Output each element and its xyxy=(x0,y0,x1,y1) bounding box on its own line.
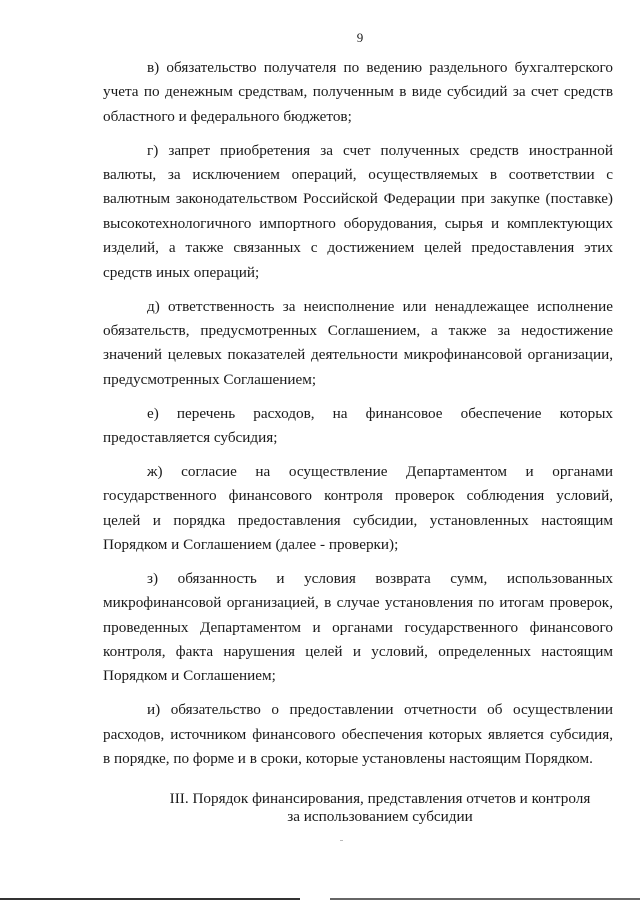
text-line: г) запрет приобретения за счет полученных средств иностранной xyxy=(147,141,613,159)
text-line: государственного финансового контроля проверок соблюдения условий, xyxy=(103,487,613,505)
list-item-paragraph xyxy=(103,402,613,451)
text-line: контроля, факта нарушения целей и условий, определенных настоящим xyxy=(103,643,613,661)
text-line: е) перечень расходов, на финансовое обеспечение которых xyxy=(147,404,613,422)
text-line: проведенных Департаментом и органами государственного финансового xyxy=(103,618,613,636)
list-item-paragraph xyxy=(103,139,613,285)
text-line: в порядке, по форме и в сроки, которые установлены настоящим Порядком. xyxy=(103,750,593,768)
text-line: д) ответственность за неисполнение или ненадлежащее исполнение xyxy=(147,297,613,315)
page-number: 9 xyxy=(356,30,364,45)
section-heading xyxy=(160,790,600,825)
text-line: Порядком и Соглашением; xyxy=(103,667,276,685)
text-line: предусмотренных Соглашением; xyxy=(103,370,317,388)
text-line: значений целевых показателей деятельности микрофинансовой организации, xyxy=(103,346,613,364)
text-line: расходов, источником финансового обеспечения которых является субсидия, xyxy=(103,725,613,743)
text-line: валюты, за исключением операций, осуществляемых в соответствии с xyxy=(103,166,613,184)
text-line: высокотехнологичного импортного оборудования, сырья и комплектующих xyxy=(103,214,613,232)
list-item-paragraph xyxy=(103,698,613,771)
text-line: изделий, а также связанных с достижением целей предоставления этих xyxy=(103,239,613,257)
text-line: микрофинансовой организацией, в случае установления по итогам проверок, xyxy=(103,594,613,612)
text-line: ж) согласие на осуществление Департаментом и органами xyxy=(147,462,613,480)
list-item-paragraph xyxy=(103,567,613,689)
text-line: средств иных операций; xyxy=(103,263,260,281)
list-item-paragraph xyxy=(103,295,613,393)
text-line: предоставляется субсидия; xyxy=(103,428,278,446)
section-heading-line-1: III. Порядок финансирования, представления отчетов и контроля xyxy=(169,790,591,807)
document-body xyxy=(103,56,613,781)
text-line: и) обязательство о предоставлении отчетности об осуществлении xyxy=(147,701,613,719)
text-line: валютным законодательством Российской Федерации при закупке (поставке) xyxy=(103,190,613,208)
list-item-paragraph xyxy=(103,460,613,558)
list-item-paragraph xyxy=(103,56,613,129)
text-line: учета по денежным средствам, полученным в виде субсидий за счет средств xyxy=(103,83,613,101)
section-heading-line-2: за использованием субсидии xyxy=(287,807,473,825)
text-line: з) обязанность и условия возврата сумм, использованных xyxy=(147,569,613,587)
text-line: Порядком и Соглашением (далее - проверки); xyxy=(103,536,399,554)
text-line: областного и федерального бюджетов; xyxy=(103,107,352,125)
text-line: обязательств, предусмотренных Соглашением, а также за недостижение xyxy=(103,321,613,339)
scan-edge-line-left xyxy=(0,898,300,900)
scan-edge-line-right xyxy=(330,898,640,900)
text-line: в) обязательство получателя по ведению раздельного бухгалтерского xyxy=(147,59,613,76)
text-line: целей и порядка предоставления субсидии, установленных настоящим xyxy=(103,511,613,529)
scan-speck xyxy=(340,840,343,841)
